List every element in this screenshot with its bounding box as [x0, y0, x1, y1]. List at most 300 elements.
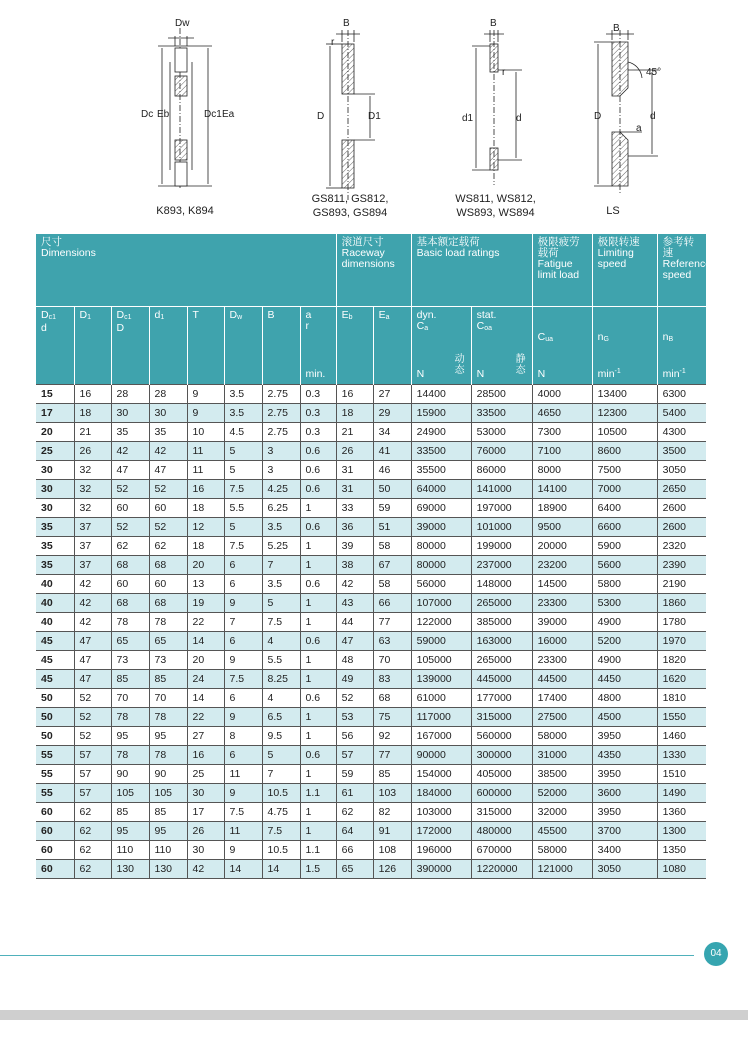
table-cell: 9 — [224, 593, 262, 612]
table-cell: 42 — [74, 612, 111, 631]
table-cell: 50 — [36, 688, 74, 707]
table-cell: 42 — [111, 441, 149, 460]
table-cell: 25 — [36, 441, 74, 460]
table-cell: 3 — [262, 441, 300, 460]
table-cell: 44500 — [532, 669, 592, 688]
table-cell: 64000 — [411, 479, 471, 498]
table-cell: 9 — [224, 783, 262, 802]
table-cell: 6300 — [657, 384, 706, 403]
unit-dyn: 动 态 N — [411, 352, 471, 384]
table-cell: 27 — [187, 726, 224, 745]
table-cell: 4900 — [592, 650, 657, 669]
table-cell: 29 — [373, 403, 411, 422]
table-cell: 60 — [149, 498, 187, 517]
table-cell: 11 — [224, 764, 262, 783]
table-cell: 1780 — [657, 612, 706, 631]
table-cell: 16000 — [532, 631, 592, 650]
table-cell: 122000 — [411, 612, 471, 631]
table-cell: 52 — [74, 688, 111, 707]
table-cell: 105 — [149, 783, 187, 802]
table-cell: 3400 — [592, 840, 657, 859]
table-cell: 5300 — [592, 593, 657, 612]
table-cell: 27 — [373, 384, 411, 403]
unit-cua: N — [532, 352, 592, 384]
table-cell: 1620 — [657, 669, 706, 688]
table-cell: 26 — [74, 441, 111, 460]
table-cell: 65 — [336, 859, 373, 878]
table-cell: 66 — [336, 840, 373, 859]
unit-ng: $\min^{-1}$ — [592, 352, 657, 384]
table-cell: 1 — [300, 536, 336, 555]
table-cell: 47 — [149, 460, 187, 479]
table-cell: 45 — [36, 631, 74, 650]
table-cell: 4350 — [592, 745, 657, 764]
table-cell: 9500 — [532, 517, 592, 536]
table-cell: 47 — [74, 631, 111, 650]
table-cell: 41 — [373, 441, 411, 460]
table-cell: 32 — [74, 479, 111, 498]
table-row — [36, 669, 706, 688]
table-cell: 265000 — [471, 593, 532, 612]
bottom-bar — [0, 1010, 748, 1020]
table-cell: 17 — [187, 802, 224, 821]
table-cell: 52 — [111, 479, 149, 498]
col-dc1-d: Dc1 D — [111, 306, 149, 352]
table-cell: 60 — [111, 574, 149, 593]
table-cell: 53000 — [471, 422, 532, 441]
table-cell: 16 — [187, 745, 224, 764]
table-cell: 27500 — [532, 707, 592, 726]
table-cell: 60 — [36, 840, 74, 859]
table-cell: 77 — [373, 612, 411, 631]
table-cell: 80000 — [411, 555, 471, 574]
table-cell: 58000 — [532, 840, 592, 859]
table-cell: 35 — [36, 536, 74, 555]
table-cell: 1820 — [657, 650, 706, 669]
table-cell: 34 — [373, 422, 411, 441]
table-cell: 30 — [36, 498, 74, 517]
table-cell: 52 — [149, 479, 187, 498]
table-cell: 42 — [74, 593, 111, 612]
table-cell: 5200 — [592, 631, 657, 650]
table-cell: 670000 — [471, 840, 532, 859]
header-reference-en: Reference speed — [662, 258, 712, 281]
table-cell: 14 — [224, 859, 262, 878]
table-cell: 25 — [187, 764, 224, 783]
table-cell: 51 — [373, 517, 411, 536]
table-cell: 6400 — [592, 498, 657, 517]
table-cell: 70 — [149, 688, 187, 707]
table-cell: 50 — [36, 707, 74, 726]
table-cell: 12300 — [592, 403, 657, 422]
table-cell: 445000 — [471, 669, 532, 688]
table-cell: 37 — [74, 536, 111, 555]
table-cell: 45 — [36, 669, 74, 688]
table-cell: 47 — [111, 460, 149, 479]
header-dimensions — [36, 234, 336, 306]
table-cell: 77 — [373, 745, 411, 764]
table-cell: 62 — [74, 840, 111, 859]
col-d1-small: d1 — [149, 306, 187, 352]
table-row — [36, 688, 706, 707]
table-cell: 14400 — [411, 384, 471, 403]
table-cell: 3.5 — [262, 574, 300, 593]
table-cell: 1 — [300, 555, 336, 574]
label-angle: 45° — [646, 67, 662, 78]
table-cell: 62 — [74, 821, 111, 840]
table-cell: 58 — [373, 574, 411, 593]
table-cell: 47 — [336, 631, 373, 650]
table-cell: 14 — [262, 859, 300, 878]
table-cell: 40 — [36, 593, 74, 612]
table-cell: 1220000 — [471, 859, 532, 878]
table-cell: 78 — [111, 612, 149, 631]
table-cell: 405000 — [471, 764, 532, 783]
header-fatigue-en: Fatigue limit load — [537, 258, 580, 281]
table-row — [36, 707, 706, 726]
table-cell: 18 — [187, 498, 224, 517]
table-cell: 4450 — [592, 669, 657, 688]
table-cell: 31 — [336, 460, 373, 479]
table-cell: 17 — [36, 403, 74, 422]
header-limiting — [592, 234, 657, 306]
table-cell: 110 — [111, 840, 149, 859]
table-cell: 66 — [373, 593, 411, 612]
col-d1: D1 — [74, 306, 111, 352]
table-cell: 4 — [262, 688, 300, 707]
table-cell: 30 — [149, 403, 187, 422]
table-cell: 237000 — [471, 555, 532, 574]
table-cell: 48 — [336, 650, 373, 669]
table-cell: 18 — [74, 403, 111, 422]
table-cell: 95 — [149, 726, 187, 745]
table-cell: 1350 — [657, 840, 706, 859]
table-cell: 4.5 — [224, 422, 262, 441]
table-cell: 139000 — [411, 669, 471, 688]
table-cell: 44 — [336, 612, 373, 631]
table-cell: 70 — [111, 688, 149, 707]
table-cell: 103 — [373, 783, 411, 802]
caption-ls: LS — [606, 205, 620, 217]
table-cell: 1.5 — [300, 859, 336, 878]
table-cell: 0.3 — [300, 384, 336, 403]
col-nb: nB — [657, 306, 706, 352]
table-row — [36, 650, 706, 669]
table-cell: 0.3 — [300, 422, 336, 441]
table-cell: 5.25 — [262, 536, 300, 555]
table-cell: 172000 — [411, 821, 471, 840]
table-cell: 9 — [224, 707, 262, 726]
table-cell: 33 — [336, 498, 373, 517]
table-cell: 35 — [111, 422, 149, 441]
table-cell: 85 — [111, 802, 149, 821]
table-row — [36, 460, 706, 479]
table-cell: 42 — [74, 574, 111, 593]
table-cell: 46 — [373, 460, 411, 479]
table-cell: 24900 — [411, 422, 471, 441]
table-cell: 85 — [373, 764, 411, 783]
table-cell: 16 — [74, 384, 111, 403]
table-cell: 14 — [187, 688, 224, 707]
table-cell: 167000 — [411, 726, 471, 745]
table-cell: 1 — [300, 764, 336, 783]
table-cell: 28500 — [471, 384, 532, 403]
table-cell: 6.25 — [262, 498, 300, 517]
table-cell: 18 — [187, 536, 224, 555]
table-cell: 1 — [300, 726, 336, 745]
table-cell: 23300 — [532, 593, 592, 612]
table-cell: 3.5 — [262, 517, 300, 536]
col-a: a r — [300, 306, 336, 352]
table-cell: 2600 — [657, 517, 706, 536]
table-cell: 7.5 — [224, 536, 262, 555]
table-cell: 61 — [336, 783, 373, 802]
table-cell: 65 — [149, 631, 187, 650]
table-cell: 9 — [224, 840, 262, 859]
table-cell: 28 — [149, 384, 187, 403]
label-b: B — [490, 18, 497, 29]
table-cell: 30 — [187, 840, 224, 859]
table-cell: 2.75 — [262, 403, 300, 422]
table-cell: 8 — [224, 726, 262, 745]
table-cell: 32000 — [532, 802, 592, 821]
label-dc1: Dc1 — [204, 109, 222, 120]
table-cell: 50 — [373, 479, 411, 498]
col-ea: Ea — [373, 306, 411, 352]
table-cell: 1810 — [657, 688, 706, 707]
table-cell: 57 — [74, 764, 111, 783]
table-cell: 64 — [336, 821, 373, 840]
footer-line — [0, 955, 694, 956]
table-cell: 4.25 — [262, 479, 300, 498]
table-cell: 8600 — [592, 441, 657, 460]
table-cell: 6600 — [592, 517, 657, 536]
table-cell: 33500 — [411, 441, 471, 460]
table-cell: 315000 — [471, 707, 532, 726]
table-cell: 10500 — [592, 422, 657, 441]
table-cell: 83 — [373, 669, 411, 688]
table-cell: 117000 — [411, 707, 471, 726]
table-row — [36, 517, 706, 536]
table-cell: 31 — [336, 479, 373, 498]
table-cell: 30 — [36, 460, 74, 479]
table-row — [36, 384, 706, 403]
table-cell: 60 — [36, 821, 74, 840]
table-cell: 6.5 — [262, 707, 300, 726]
table-cell: 3950 — [592, 726, 657, 745]
table-cell: 5.5 — [262, 650, 300, 669]
table-cell: 76000 — [471, 441, 532, 460]
table-cell: 75 — [373, 707, 411, 726]
table-cell: 1 — [300, 707, 336, 726]
table-cell: 7.5 — [262, 612, 300, 631]
header-dimensions-en: Dimensions — [41, 247, 96, 259]
table-cell: 1 — [300, 498, 336, 517]
table-cell: 24 — [187, 669, 224, 688]
header-reference-cn: 参考转速 — [662, 236, 695, 259]
header-reference — [657, 234, 712, 306]
label-d-outer: D — [317, 111, 325, 122]
table-cell: 105000 — [411, 650, 471, 669]
table-cell: 42 — [149, 441, 187, 460]
table-row — [36, 555, 706, 574]
label-dw: Dw — [175, 18, 190, 29]
table-cell: 70 — [373, 650, 411, 669]
table-cell: 4.75 — [262, 802, 300, 821]
table-cell: 40 — [36, 574, 74, 593]
table-cell: 103000 — [411, 802, 471, 821]
unit-nb: $\min^{-1}$ — [657, 352, 706, 384]
table-cell: 35 — [36, 555, 74, 574]
table-cell: 33500 — [471, 403, 532, 422]
table-cell: 3.5 — [224, 403, 262, 422]
table-cell: 35 — [149, 422, 187, 441]
col-ng: nG — [592, 306, 657, 352]
table-cell: 47 — [74, 650, 111, 669]
table-cell: 14500 — [532, 574, 592, 593]
table-cell: 7000 — [592, 479, 657, 498]
table-cell: 8.25 — [262, 669, 300, 688]
header-dimensions-cn: 尺寸 — [41, 236, 62, 248]
table-cell: 22 — [187, 612, 224, 631]
table-cell: 78 — [149, 745, 187, 764]
table-cell: 39 — [336, 536, 373, 555]
label-eb: Eb — [157, 109, 170, 120]
table-cell: 7 — [224, 612, 262, 631]
table-cell: 91 — [373, 821, 411, 840]
unit-stat: 静 态 N — [471, 352, 532, 384]
table-cell: 6 — [224, 555, 262, 574]
table-cell: 20 — [36, 422, 74, 441]
table-cell: 59000 — [411, 631, 471, 650]
header-fatigue — [532, 234, 592, 306]
table-cell: 90 — [149, 764, 187, 783]
table-cell: 480000 — [471, 821, 532, 840]
col-b: B — [262, 306, 300, 352]
table-cell: 11 — [187, 441, 224, 460]
table-cell: 560000 — [471, 726, 532, 745]
table-cell: 5600 — [592, 555, 657, 574]
label-d-outer: D — [594, 111, 602, 122]
table-cell: 6 — [224, 631, 262, 650]
header-raceway-cn: 滚道尺寸 — [341, 236, 384, 248]
label-b: B — [613, 23, 620, 34]
table-cell: 6 — [224, 745, 262, 764]
table-cell: 1 — [300, 612, 336, 631]
table-cell: 1330 — [657, 745, 706, 764]
table-cell: 67 — [373, 555, 411, 574]
table-cell: 52 — [74, 707, 111, 726]
header-raceway-en: Raceway dimensions — [341, 247, 395, 270]
table-cell: 73 — [111, 650, 149, 669]
table-cell: 2390 — [657, 555, 706, 574]
table-cell: 154000 — [411, 764, 471, 783]
table-cell: 11 — [224, 821, 262, 840]
table-cell: 52 — [74, 726, 111, 745]
table-row — [36, 403, 706, 422]
table-cell: 78 — [111, 745, 149, 764]
table-row — [36, 479, 706, 498]
table-cell: 4900 — [592, 612, 657, 631]
col-eb: Eb — [336, 306, 373, 352]
table-cell: 4300 — [657, 422, 706, 441]
table-cell: 80000 — [411, 536, 471, 555]
col-t: T — [187, 306, 224, 352]
table-cell: 45 — [36, 650, 74, 669]
table-cell: 62 — [111, 536, 149, 555]
table-cell: 6 — [224, 688, 262, 707]
dimensions-table — [36, 234, 712, 879]
table-cell: 4800 — [592, 688, 657, 707]
table-cell: 2.75 — [262, 422, 300, 441]
label-d: d — [516, 113, 522, 124]
col-cua: Cua — [532, 306, 592, 352]
table-row — [36, 631, 706, 650]
table-cell: 1 — [300, 821, 336, 840]
table-cell: 15900 — [411, 403, 471, 422]
table-cell: 57 — [74, 783, 111, 802]
table-cell: 7.5 — [262, 821, 300, 840]
table-cell: 55 — [36, 783, 74, 802]
table-row — [36, 441, 706, 460]
header-limiting-cn: 极限转速 — [597, 236, 640, 248]
table-cell: 37 — [74, 517, 111, 536]
table-cell: 5 — [262, 745, 300, 764]
table-cell: 85 — [149, 802, 187, 821]
table-row — [36, 745, 706, 764]
header-load — [411, 234, 532, 306]
table-cell: 0.6 — [300, 745, 336, 764]
label-a: a — [636, 123, 642, 134]
table-cell: 95 — [111, 726, 149, 745]
table-cell: 90000 — [411, 745, 471, 764]
col-dc1: Dc1 d — [36, 306, 74, 352]
table-cell: 163000 — [471, 631, 532, 650]
table-cell: 14 — [187, 631, 224, 650]
table-cell: 2650 — [657, 479, 706, 498]
table-cell: 3600 — [592, 783, 657, 802]
table-row — [36, 422, 706, 441]
table-cell: 86000 — [471, 460, 532, 479]
table-cell: 5800 — [592, 574, 657, 593]
table-cell: 62 — [74, 859, 111, 878]
table-cell: 1510 — [657, 764, 706, 783]
table-cell: 105 — [111, 783, 149, 802]
table-cell: 1490 — [657, 783, 706, 802]
label-d1: D1 — [368, 111, 381, 122]
col-stat: stat. Coa — [471, 306, 532, 352]
header-raceway — [336, 234, 411, 306]
bearing-diagrams — [0, 0, 748, 225]
table-cell: 4500 — [592, 707, 657, 726]
table-row — [36, 802, 706, 821]
table-cell: 16 — [187, 479, 224, 498]
table-cell: 1 — [300, 650, 336, 669]
table-cell: 108 — [373, 840, 411, 859]
table-cell: 15 — [36, 384, 74, 403]
table-cell: 600000 — [471, 783, 532, 802]
table-cell: 0.3 — [300, 403, 336, 422]
table-cell: 1970 — [657, 631, 706, 650]
table-cell: 5 — [224, 441, 262, 460]
table-cell: 130 — [149, 859, 187, 878]
table-cell: 2600 — [657, 498, 706, 517]
table-cell: 3500 — [657, 441, 706, 460]
table-cell: 50 — [36, 726, 74, 745]
table-cell: 30 — [111, 403, 149, 422]
table-cell: 20000 — [532, 536, 592, 555]
table-cell: 47 — [74, 669, 111, 688]
